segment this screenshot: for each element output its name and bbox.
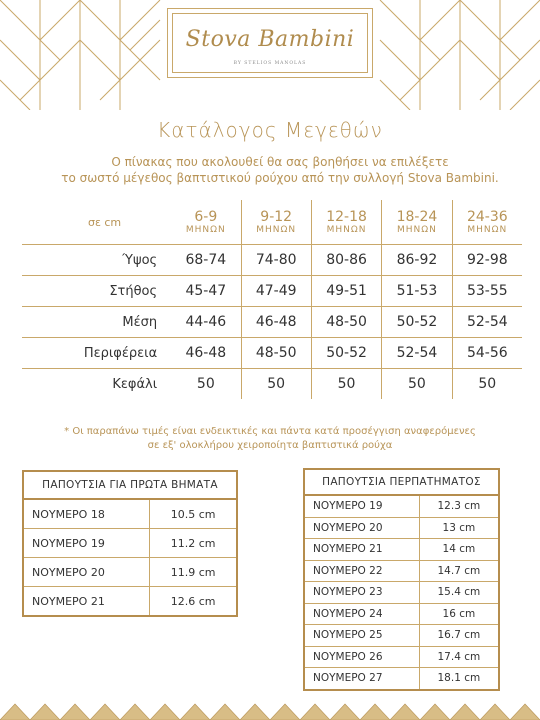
shoe-length: 15.4 cm bbox=[419, 582, 499, 604]
age-column-header: 6-9 ΜΗΝΩΝ bbox=[185, 209, 226, 235]
shoe-length: 16.7 cm bbox=[419, 625, 499, 647]
shoe-size: ΝΟΥΜΕΡΟ 24 bbox=[304, 603, 419, 625]
row-label: Στήθος bbox=[22, 276, 171, 307]
table-cell: 44-46 bbox=[171, 307, 241, 338]
table-row bbox=[304, 495, 499, 517]
shoe-length: 17.4 cm bbox=[419, 646, 499, 668]
table-cell: 86-92 bbox=[382, 245, 452, 276]
intro-line-2: το σωστό μέγεθος βαπτιστικού ρούχου από την συλλογή Stova Bambini. bbox=[61, 171, 499, 185]
geometric-pattern-bottom bbox=[0, 698, 540, 720]
table-cell: 74-80 bbox=[241, 245, 311, 276]
brand-name: Stova Bambini bbox=[185, 27, 355, 52]
table-row bbox=[22, 338, 522, 369]
row-label: Μέση bbox=[22, 307, 171, 338]
table-row bbox=[304, 582, 499, 604]
shoe-size: ΝΟΥΜΕΡΟ 25 bbox=[304, 625, 419, 647]
shoe-length: 18.1 cm bbox=[419, 668, 499, 690]
row-label: Κεφάλι bbox=[22, 369, 171, 400]
table-title: ΠΑΠΟΥΤΣΙΑ ΓΙΑ ΠΡΩΤΑ ΒΗΜΑΤΑ bbox=[23, 471, 237, 499]
table-cell: 50 bbox=[241, 369, 311, 400]
shoe-size: ΝΟΥΜΕΡΟ 18 bbox=[23, 499, 150, 529]
shoe-size: ΝΟΥΜΕΡΟ 27 bbox=[304, 668, 419, 690]
shoe-size: ΝΟΥΜΕΡΟ 22 bbox=[304, 560, 419, 582]
table-row bbox=[304, 603, 499, 625]
table-row bbox=[304, 560, 499, 582]
table-cell: 92-98 bbox=[452, 245, 522, 276]
table-cell: 51-53 bbox=[382, 276, 452, 307]
table-cell: 46-48 bbox=[241, 307, 311, 338]
table-cell: 50 bbox=[452, 369, 522, 400]
intro-line-1: Ο πίνακας που ακολουθεί θα σας βοηθήσει να επιλέξετε bbox=[111, 155, 449, 169]
shoe-size: ΝΟΥΜΕΡΟ 21 bbox=[304, 539, 419, 561]
shoe-size: ΝΟΥΜΕΡΟ 20 bbox=[23, 558, 150, 587]
table-row bbox=[22, 369, 522, 400]
age-column-header: 9-12 ΜΗΝΩΝ bbox=[241, 200, 311, 245]
table-cell: 48-50 bbox=[311, 307, 381, 338]
table-cell: 50 bbox=[171, 369, 241, 400]
shoe-size: ΝΟΥΜΕΡΟ 23 bbox=[304, 582, 419, 604]
table-row bbox=[23, 558, 237, 587]
shoe-size: ΝΟΥΜΕΡΟ 26 bbox=[304, 646, 419, 668]
table-header bbox=[304, 469, 499, 495]
shoe-length: 14.7 cm bbox=[419, 560, 499, 582]
table-cell: 45-47 bbox=[171, 276, 241, 307]
table-title: ΠΑΠΟΥΤΣΙΑ ΠΕΡΠΑΤΗΜΑΤΟΣ bbox=[304, 469, 499, 495]
table-row bbox=[304, 646, 499, 668]
table-row bbox=[304, 668, 499, 690]
table-row bbox=[22, 276, 522, 307]
table-cell: 80-86 bbox=[311, 245, 381, 276]
shoe-length: 12.6 cm bbox=[150, 587, 237, 617]
brand-tagline: BY STELIOS MANOLAS bbox=[233, 61, 307, 66]
size-table bbox=[22, 200, 522, 399]
shoe-length: 11.2 cm bbox=[150, 529, 237, 558]
shoe-length: 13 cm bbox=[419, 517, 499, 539]
table-cell: 49-51 bbox=[311, 276, 381, 307]
shoe-length: 16 cm bbox=[419, 603, 499, 625]
shoe-size: ΝΟΥΜΕΡΟ 19 bbox=[304, 495, 419, 517]
table-row bbox=[23, 529, 237, 558]
row-label: Ύψος bbox=[22, 245, 171, 276]
table-cell: 50-52 bbox=[311, 338, 381, 369]
shoe-size: ΝΟΥΜΕΡΟ 20 bbox=[304, 517, 419, 539]
table-cell: 46-48 bbox=[171, 338, 241, 369]
table-row bbox=[23, 499, 237, 529]
page-title: Κατάλογος Μεγεθών bbox=[157, 118, 383, 142]
table-row bbox=[304, 539, 499, 561]
table-header bbox=[23, 471, 237, 499]
shoe-length: 10.5 cm bbox=[150, 499, 237, 529]
table-cell: 50 bbox=[311, 369, 381, 400]
shoe-length: 14 cm bbox=[419, 539, 499, 561]
note-line-2: σε εξ' ολοκλήρου χειροποίητα βαπτιστικά ρούχα bbox=[147, 440, 393, 451]
table-row bbox=[22, 307, 522, 338]
table-cell: 48-50 bbox=[241, 338, 311, 369]
table-cell: 50 bbox=[382, 369, 452, 400]
table-row bbox=[23, 587, 237, 617]
disclaimer-note bbox=[18, 425, 522, 453]
table-row bbox=[304, 517, 499, 539]
shoe-size: ΝΟΥΜΕΡΟ 19 bbox=[23, 529, 150, 558]
table-cell: 47-49 bbox=[241, 276, 311, 307]
walking-shoes-table bbox=[303, 468, 500, 691]
table-cell: 54-56 bbox=[452, 338, 522, 369]
age-column-header: 12-18 ΜΗΝΩΝ bbox=[311, 200, 381, 245]
age-column-header: 24-36 ΜΗΝΩΝ bbox=[452, 200, 522, 245]
size-table-header bbox=[22, 200, 522, 245]
table-cell: 68-74 bbox=[171, 245, 241, 276]
first-steps-shoes-table bbox=[22, 470, 238, 617]
note-line-1: * Οι παραπάνω τιμές είναι ενδεικτικές και πάντα κατά προσέγγιση αναφερόμενες bbox=[64, 426, 476, 437]
table-cell: 52-54 bbox=[452, 307, 522, 338]
table-cell: 52-54 bbox=[382, 338, 452, 369]
shoe-size: ΝΟΥΜΕΡΟ 21 bbox=[23, 587, 150, 617]
table-cell: 53-55 bbox=[452, 276, 522, 307]
shoe-length: 12.3 cm bbox=[419, 495, 499, 517]
intro-text bbox=[60, 154, 500, 186]
brand-logo bbox=[167, 8, 373, 78]
table-row bbox=[22, 245, 522, 276]
shoe-length: 11.9 cm bbox=[150, 558, 237, 587]
table-row bbox=[304, 625, 499, 647]
unit-label: σε cm bbox=[87, 215, 122, 229]
row-label: Περιφέρεια bbox=[22, 338, 171, 369]
table-cell: 50-52 bbox=[382, 307, 452, 338]
age-column-header: 18-24 ΜΗΝΩΝ bbox=[382, 200, 452, 245]
